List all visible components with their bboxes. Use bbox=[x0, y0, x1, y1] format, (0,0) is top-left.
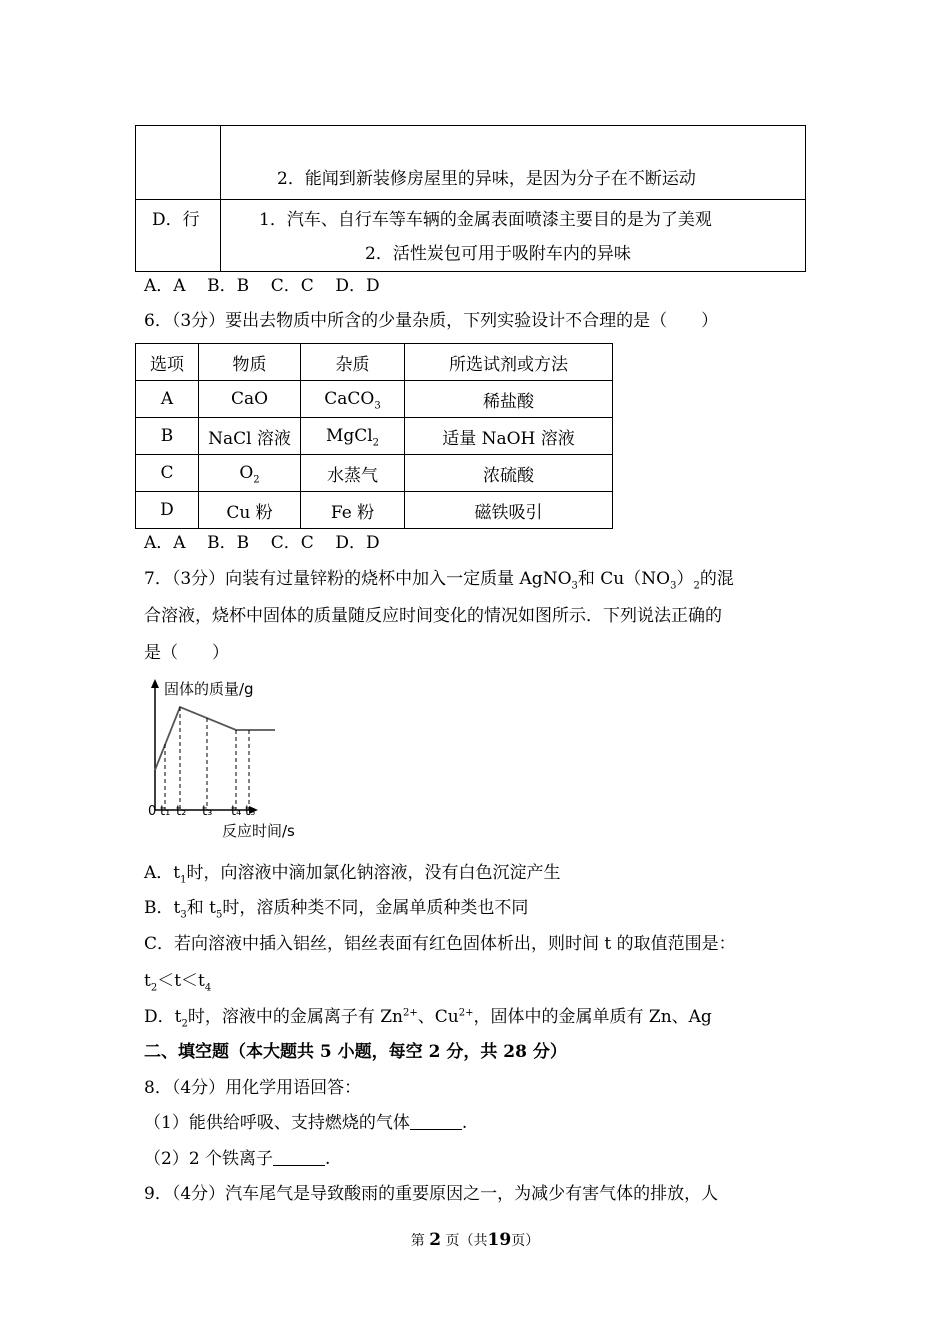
q7-option-d: D．$t_2$时，溶液中的金属离子有 $Zn^{2+}$、$Cu^{2+}$，固体中的金属单质有 Zn、Ag bbox=[144, 1007, 712, 1030]
table-cell: CaCO$_3$ bbox=[301, 381, 405, 418]
row-d-item-1: 1．汽车、自行车等车辆的金属表面喷漆主要目的是为了美观 bbox=[259, 210, 712, 230]
q8-part-2: （2）2 个铁离子 . bbox=[144, 1149, 331, 1169]
section-2-heading: 二、填空题（本大题共 5 小题，每空 2 分，共 28 分） bbox=[144, 1042, 567, 1062]
answer-blank[interactable] bbox=[410, 1112, 462, 1130]
table-impurity bbox=[135, 343, 613, 529]
header-cell: 选项 bbox=[136, 344, 199, 381]
q7-option-c-line-1: C．若向溶液中插入铝丝，铝丝表面有红色固体析出，则时间 t 的取值范围是： bbox=[144, 934, 736, 954]
table-cell: 磁铁吸引 bbox=[405, 492, 613, 529]
table-cell bbox=[136, 126, 221, 200]
table-cell: 适量 NaOH 溶液 bbox=[405, 418, 613, 455]
table-cell bbox=[221, 126, 806, 200]
q7-option-b: B．$t_3$和 $t_5$时，溶质种类不同，金属单质种类也不同 bbox=[144, 898, 529, 921]
table-row bbox=[136, 455, 613, 492]
tick-label: t₅ bbox=[245, 804, 256, 819]
table-row bbox=[136, 418, 613, 455]
y-axis-label: 固体的质量/g bbox=[164, 680, 254, 698]
table-header-row bbox=[136, 344, 613, 381]
page-number: 2 bbox=[429, 1230, 442, 1250]
q7-stem-line-3: 是（ ） bbox=[144, 643, 229, 663]
table-cell: NaCl 溶液 bbox=[199, 418, 301, 455]
page-total: 19 bbox=[487, 1230, 512, 1250]
table-cell: Cu 粉 bbox=[199, 492, 301, 529]
table-cell: 水蒸气 bbox=[301, 455, 405, 492]
table-cell: Fe 粉 bbox=[301, 492, 405, 529]
answer-blank[interactable] bbox=[273, 1148, 325, 1166]
y-axis-arrow bbox=[151, 679, 159, 688]
mass-curve bbox=[155, 707, 275, 770]
q7-stem-line-1: 7．（3分）向装有过量锌粉的烧杯中加入一定质量 AgNO$_3$和 $Cu(NO_3)_2$的混 bbox=[144, 569, 734, 592]
tick-label: t₄ bbox=[231, 804, 242, 819]
table-cell: A bbox=[136, 381, 199, 418]
table-life-chemistry bbox=[135, 125, 806, 272]
tick-label: t₂ bbox=[176, 804, 187, 819]
tick-label: t₃ bbox=[202, 804, 213, 819]
table-cell: $O_2$ bbox=[199, 455, 301, 492]
q5-options: A．A B．B C．C D．D bbox=[144, 276, 380, 296]
q8-part-1: （1）能供给呼吸、支持燃烧的气体 . bbox=[144, 1113, 468, 1133]
q8-stem: 8．（4分）用化学用语回答： bbox=[144, 1078, 362, 1098]
header-cell: 物质 bbox=[199, 344, 301, 381]
origin-label: 0 bbox=[148, 804, 157, 819]
table-cell: D bbox=[136, 492, 199, 529]
table-row bbox=[136, 200, 806, 272]
solid-mass-chart bbox=[140, 672, 320, 844]
header-cell: 所选试剂或方法 bbox=[405, 344, 613, 381]
row-c-item-2: 2．能闻到新装修房屋里的异味，是因为分子在不断运动 bbox=[277, 169, 696, 189]
page-footer: 第 2 页（共19页） bbox=[410, 1230, 540, 1250]
q6-options: A．A B．B C．C D．D bbox=[144, 533, 380, 553]
table-row bbox=[136, 126, 806, 200]
table-cell bbox=[136, 200, 221, 272]
q9-stem: 9．（4分）汽车尾气是导致酸雨的重要原因之一，为减少有害气体的排放，人 bbox=[144, 1184, 719, 1204]
row-d-label: D．行 bbox=[152, 210, 200, 230]
table-cell: 稀盐酸 bbox=[405, 381, 613, 418]
q7-option-c-line-2: $t_2<t<t_4$ bbox=[144, 971, 212, 994]
table-row bbox=[136, 381, 613, 418]
tick-label: t₁ bbox=[160, 804, 171, 819]
table-cell: B bbox=[136, 418, 199, 455]
x-axis-label: 反应时间/s bbox=[222, 822, 295, 840]
table-row bbox=[136, 492, 613, 529]
q6-stem: 6．（3分）要出去物质中所含的少量杂质，下列实验设计不合理的是（ ） bbox=[144, 311, 719, 331]
table-cell bbox=[221, 200, 806, 272]
table-cell: C bbox=[136, 455, 199, 492]
header-cell: 杂质 bbox=[301, 344, 405, 381]
table-cell: CaO bbox=[199, 381, 301, 418]
q7-option-a: A．$t_1$时，向溶液中滴加氯化钠溶液，没有白色沉淀产生 bbox=[144, 863, 561, 886]
q7-stem-line-2: 合溶液，烧杯中固体的质量随反应时间变化的情况如图所示．下列说法正确的 bbox=[144, 606, 722, 626]
table-cell: 浓硫酸 bbox=[405, 455, 613, 492]
row-d-item-2: 2．活性炭包可用于吸附车内的异味 bbox=[365, 244, 631, 264]
table-cell: MgCl$_2$ bbox=[301, 418, 405, 455]
